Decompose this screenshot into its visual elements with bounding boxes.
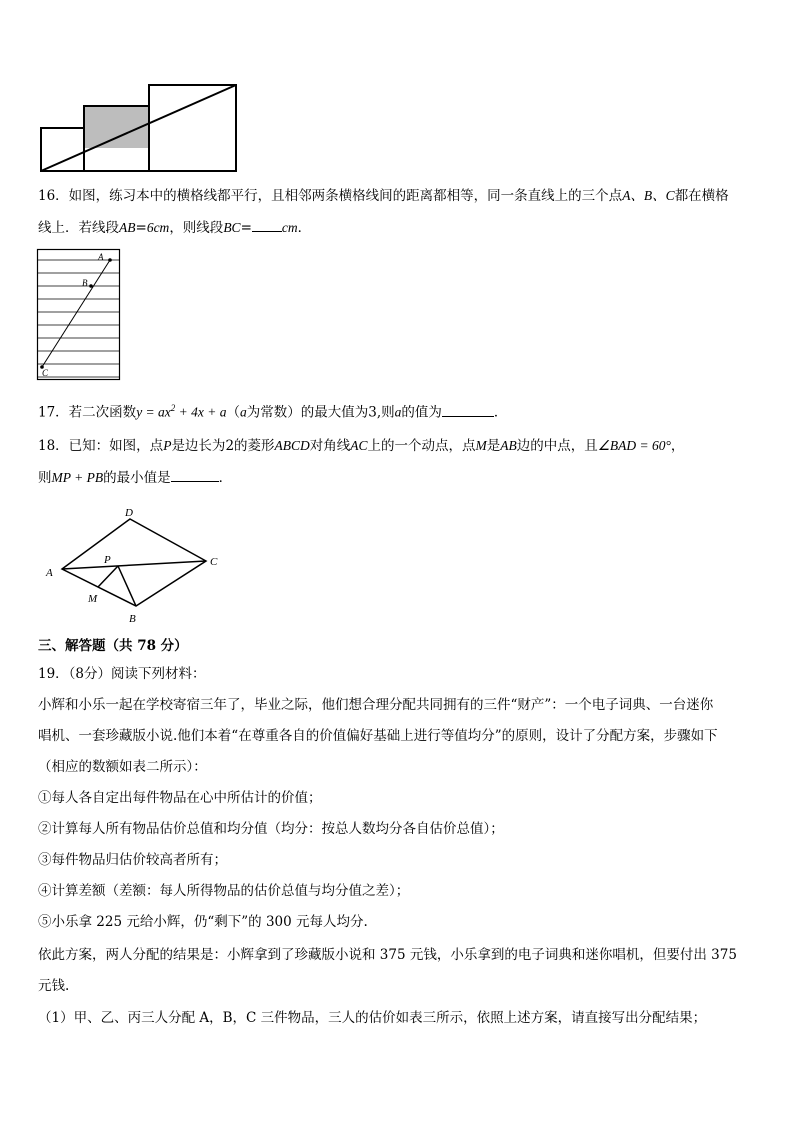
figure-notebook — [36, 248, 122, 382]
q18-text: 是 — [486, 438, 501, 454]
exponent: 2 — [170, 403, 176, 413]
label-a: A — [98, 252, 104, 262]
q19-step: ③每件物品归估价较高者所有； — [38, 852, 227, 868]
q19-result: 依此方案，两人分配的结果是：小辉拿到了珍藏版小说和 375 元钱，小乐拿到的电子词典和迷你唱机，但要付出 375 — [38, 947, 737, 963]
label-c: C — [210, 556, 218, 568]
point-a — [108, 258, 112, 262]
q18-text: ， — [670, 438, 685, 454]
figure-rhombus — [40, 502, 230, 628]
q18-end: ． — [218, 470, 233, 486]
answer-blank[interactable] — [171, 469, 219, 482]
point-m: M — [475, 438, 487, 453]
figure-rectangles — [38, 82, 240, 174]
q18-text: 则 — [38, 470, 52, 486]
q18-text: 的菱形 — [234, 438, 275, 454]
q17-text: 的值为 — [401, 404, 442, 421]
q17-text: 17．若二次函数 — [38, 404, 137, 421]
segment-ab: AB — [119, 220, 136, 235]
label-d: D — [125, 507, 133, 519]
label-b: B — [82, 278, 88, 288]
label-p: P — [104, 554, 111, 566]
ab-value: 6cm — [146, 220, 170, 235]
q17-text: 为常数）的最大值为 — [246, 404, 369, 421]
q16-line1 — [38, 186, 729, 206]
q19-step: ①每人各自定出每件物品在心中所估计的价值； — [38, 790, 322, 806]
expression-mp-pb: MP + PB — [51, 470, 104, 485]
q17-text: （ — [226, 404, 240, 421]
q16-text: 线上．若线段 — [38, 220, 119, 236]
label-c: C — [42, 368, 49, 378]
segment-bc: BC — [223, 220, 241, 235]
q16-text: 16．如图，练习本中的横格线都平行，且相邻两条横格线间的距离都相等，同一条直线上的三个点 — [38, 188, 623, 204]
side-length: 2 — [225, 438, 235, 454]
q17-text: 则 — [381, 404, 395, 421]
q19-paragraph: （相应的数额如表二所示）： — [38, 759, 207, 775]
q16-points: A、B、C — [622, 188, 675, 203]
max-value: 3, — [368, 404, 382, 421]
q18-text: 上的一个动点，点 — [367, 438, 476, 454]
q19-subquestion: （1）甲、乙、丙三人分配 A，B，C 三件物品，三人的估价如表三所示，依照上述方案，请直接写出分配结果； — [38, 1010, 707, 1026]
q16-end: ． — [297, 220, 312, 236]
q18-text: 的最小值是 — [103, 470, 171, 486]
q18-line2 — [38, 468, 232, 488]
segment-pb — [118, 566, 136, 606]
function-expr: y = ax — [136, 404, 171, 420]
q19-paragraph: 唱机、一套珍藏版小说.他们本着“在尊重各自的价值偏好基础上进行等值均分”的原则，设计了分配方案，步骤如下 — [38, 728, 718, 744]
answer-blank[interactable] — [442, 404, 494, 417]
equals-sign: = — [240, 220, 252, 236]
small-rectangle — [41, 128, 84, 171]
q19-result: 元钱. — [38, 978, 70, 994]
horizontal-lines — [38, 260, 120, 377]
unit-cm: cm — [281, 220, 298, 235]
label-a: A — [46, 567, 53, 579]
q18-text: 对角线 — [309, 438, 351, 454]
side-ab: AB — [500, 438, 517, 453]
q17-line — [38, 398, 507, 423]
label-b: B — [129, 613, 136, 625]
segment-mp — [98, 566, 118, 587]
q18-line1 — [38, 436, 684, 456]
q18-text: 18．已知：如图，点 — [38, 438, 164, 454]
q18-text: 是边长为 — [171, 438, 226, 454]
q16-text-tail: 都在横格 — [674, 188, 729, 204]
q19-step: ④计算差额（差额：每人所得物品的估价总值与均分值之差）； — [38, 883, 410, 899]
angle-bad: ∠BAD = 60° — [597, 438, 671, 453]
q16-text: ，则线段 — [169, 220, 224, 236]
q16-line2 — [38, 218, 311, 238]
function-expr-tail: + 4x + a — [175, 404, 227, 420]
q19-step: ②计算每人所有物品估价总值和均分值（均分：按总人数均分各自估价总值）； — [38, 821, 504, 837]
equals-sign: = — [135, 220, 147, 236]
var-a: a — [394, 404, 402, 420]
diagonal-ac: AC — [350, 438, 368, 453]
q18-text: 边的中点，且 — [516, 438, 598, 454]
q19-step: ⑤小乐拿 225 元给小辉，仍“剩下”的 300 元每人均分. — [38, 914, 368, 930]
q17-end: ． — [493, 404, 508, 421]
q19-title: 19．（8分）阅读下列材料： — [38, 666, 206, 682]
point-p: P — [163, 438, 172, 453]
rhombus-name: ABCD — [274, 438, 310, 453]
q19-paragraph: 小辉和小乐一起在学校寄宿三年了，毕业之际，他们想合理分配共同拥有的三件“财产”：一个电子词典、一台迷你 — [38, 697, 714, 713]
var-a: a — [240, 404, 247, 420]
section-heading: 三、解答题（共 78 分） — [38, 638, 188, 654]
answer-blank[interactable] — [252, 219, 282, 232]
point-b — [89, 284, 93, 288]
large-rectangle — [149, 85, 236, 171]
diagonal-ac — [62, 561, 206, 569]
label-m: M — [88, 593, 98, 605]
